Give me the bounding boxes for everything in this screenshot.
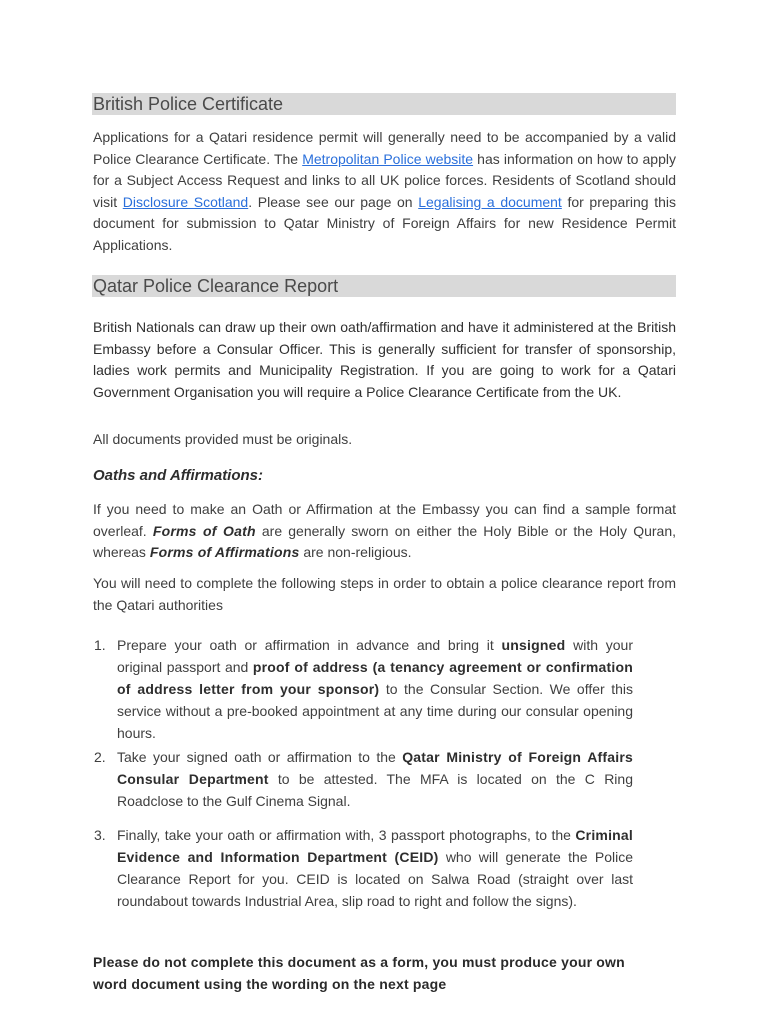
text: Applications for a Qatari residence permit will generally need to be accompanied by a valid Police Clearance Certificate. The xyxy=(93,129,676,167)
metropolitan-police-link[interactable]: Metropolitan Police website xyxy=(302,150,474,167)
forms-of-affirmations-text: Forms of Affirmations xyxy=(149,544,300,561)
text: Finally, take your oath or affirmation with, 3 passport photographs, to the xyxy=(117,827,576,843)
steps-list xyxy=(94,634,633,912)
legalising-document-link[interactable]: Legalising a document xyxy=(418,193,562,210)
text: are non-religious. xyxy=(299,544,412,561)
text: to the Consular Section. We offer this service without a pre-booked appointment at any time during our consular opening hours. xyxy=(117,681,633,741)
bold-text: Criminal Evidence and Information Department (CEID) xyxy=(117,827,633,865)
step-item xyxy=(94,746,633,812)
text: with your original passport and xyxy=(117,637,633,675)
forms-of-oath-text: Forms of Oath xyxy=(152,522,256,539)
paragraph-steps-intro: You will need to complete the following steps in order to obtain a police clearance report from the Qatari authorities xyxy=(93,575,676,613)
bold-text: unsigned xyxy=(501,637,566,653)
step-item xyxy=(94,634,633,744)
final-note: Please do not complete this document as a form, you must produce your own word document using the wording on the next page xyxy=(93,954,625,992)
text: Take your signed oath or affirmation to the xyxy=(117,749,403,765)
text: . Please see our page on xyxy=(248,193,419,210)
disclosure-scotland-link[interactable]: Disclosure Scotland xyxy=(122,193,249,210)
bold-text: Qatar Ministry of Foreign Affairs Consular Department xyxy=(117,749,633,787)
paragraph-british-nationals: British Nationals can draw up their own oath/affirmation and have it administered at the British Embassy before a Consular Officer. This is generally sufficient for transfer of sponsorship, ladies work permits and Municipality Registration. If you are going to work for a Qatari Government Organisation you will require a Police Clearance Certificate from the UK. xyxy=(93,319,676,400)
bold-text: proof of address (a tenancy agreement or confirmation of address letter from your sponsor) xyxy=(117,659,633,697)
subheading-oaths-affirmations: Oaths and Affirmations: xyxy=(93,467,264,484)
step-number: 3. xyxy=(94,827,106,843)
text: are generally sworn on either the Holy Bible or the Holy Quran, whereas xyxy=(93,522,676,561)
text: for preparing this document for submission to Qatar Ministry of Foreign Affairs for new Residence Permit Applications. xyxy=(93,193,676,253)
section-heading-qatar-police-clearance: Qatar Police Clearance Report xyxy=(92,275,676,297)
text: to be attested. The MFA is located on the C Ring Roadclose to the Gulf Cinema Signal. xyxy=(117,771,633,809)
paragraph-british-police-certificate xyxy=(93,127,676,257)
step-number: 1. xyxy=(94,637,106,653)
text: has information on how to apply for a Subject Access Request and links to all UK police forces. Residents of Scotland should visit xyxy=(93,150,676,210)
step-number: 2. xyxy=(94,749,106,765)
text: If you need to make an Oath or Affirmation at the Embassy you can find a sample format overleaf. xyxy=(93,501,676,539)
step-item xyxy=(94,824,633,912)
text: Prepare your oath or affirmation in advance and bring it xyxy=(117,637,502,653)
paragraph-oaths xyxy=(93,499,676,564)
section-heading-british-police-certificate: British Police Certificate xyxy=(92,93,676,115)
text: who will generate the Police Clearance Report for you. CEID is located on Salwa Road (straight over last roundabout towards Industrial Area, slip road to right and follow the signs). xyxy=(117,849,633,909)
paragraph-originals: All documents provided must be originals. xyxy=(93,431,353,447)
